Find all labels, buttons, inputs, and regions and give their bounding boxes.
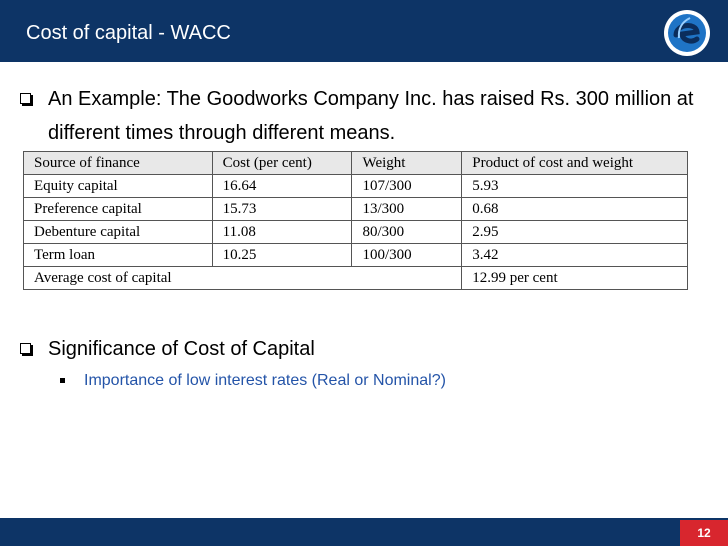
- table-cell: 0.68: [462, 198, 688, 221]
- table-cell: 16.64: [212, 175, 352, 198]
- table-cell: Debenture capital: [24, 221, 213, 244]
- table-cell: 100/300: [352, 244, 462, 267]
- header-cell: Cost (per cent): [212, 152, 352, 175]
- table-cell: 15.73: [212, 198, 352, 221]
- table-row: [24, 221, 688, 244]
- slide-title: Cost of capital - WACC: [26, 22, 231, 44]
- example-text-line1: An Example: The Goodworks Company Inc. has raised Rs. 300 million at: [48, 88, 694, 110]
- table-cell: 11.08: [212, 221, 352, 244]
- header-bar: [0, 0, 728, 62]
- bullet-marker-2: [20, 342, 31, 357]
- sub-bullet-marker: [60, 378, 65, 383]
- table-cell: Preference capital: [24, 198, 213, 221]
- footer-bar: [0, 518, 728, 546]
- table-row: [24, 175, 688, 198]
- table-cell: 13/300: [352, 198, 462, 221]
- page-number: 12: [680, 520, 728, 546]
- example-text-line2: different times through different means.: [48, 122, 396, 144]
- header-cell: Source of finance: [24, 152, 213, 175]
- table-cell: 5.93: [462, 175, 688, 198]
- table-cell: 80/300: [352, 221, 462, 244]
- table-total-row: [24, 267, 688, 290]
- table-cell: 107/300: [352, 175, 462, 198]
- table-row: [24, 244, 688, 267]
- total-label-cell: Average cost of capital: [24, 267, 462, 290]
- significance-heading: Significance of Cost of Capital: [48, 338, 315, 360]
- header-cell: Product of cost and weight: [462, 152, 688, 175]
- table-cell: 3.42: [462, 244, 688, 267]
- table-cell: 2.95: [462, 221, 688, 244]
- table-row: [24, 198, 688, 221]
- company-logo-icon: [662, 8, 712, 58]
- table-cell: Term loan: [24, 244, 213, 267]
- table-cell: Equity capital: [24, 175, 213, 198]
- table-header-row: [24, 152, 688, 175]
- table-cell: 10.25: [212, 244, 352, 267]
- header-cell: Weight: [352, 152, 462, 175]
- sub-point-text: Importance of low interest rates (Real or Nominal?): [84, 372, 446, 389]
- bullet-marker-1: [20, 92, 31, 107]
- total-value-cell: 12.99 per cent: [462, 267, 688, 290]
- wacc-table: [23, 151, 688, 290]
